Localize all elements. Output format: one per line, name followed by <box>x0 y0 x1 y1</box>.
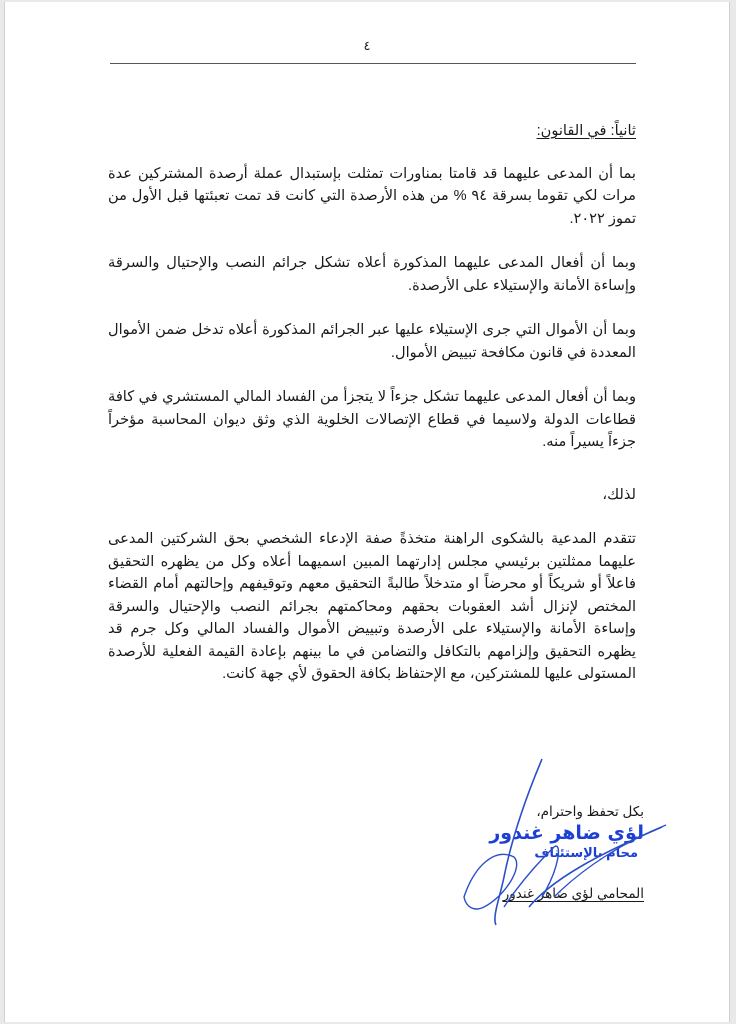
request-paragraph: تتقدم المدعية بالشكوى الراهنة متخذةً صفة الإدعاء الشخصي بحق الشركتين المدعى عليهما ممثلتين برئيسي مجلس إدارتهما المبين اسميهما أعلاه وكل من يظهره التحقيق فاعلاً أو شريكاً أو محرضاً او متدخلاً طالبةً التحقيق معهم وتوقيفهم وإحالتهم أمام القضاء المختص لإنزال أشد العقوبات بحقهم ومحاكمتهم بجرائم النصب والإحتيال والسرقة وإساءة الأمانة والإستيلاء على الأرصدة وتبييض الأموال والفساد المالي وكل جرم قد يظهره التحقيق وإلزامهم بالتكافل والتضامن في ما بينهم بإعادة القيمة الفعلية للأرصدة المستولى عليها للمشتركين، مع الإحتفاظ بكافة الحقوق لأي جهة كانت. <box>108 531 636 682</box>
signer-name: المحامي لؤي ضاهر غندور <box>502 886 644 901</box>
paragraph-3: وبما أن الأموال التي جرى الإستيلاء عليها عبر الجرائم المذكورة أعلاه تدخل ضمن الأموال المعددة في قانون مكافحة تبييض الأموال. <box>108 322 636 361</box>
paragraph-2: وبما أن أفعال المدعى عليهما المذكورة أعلاه تشكل جرائم النصب والإحتيال والسرقة وإساءة الأمانة والإستيلاء على الأرصدة. <box>108 255 636 294</box>
page-number: ٤ <box>363 38 371 53</box>
stamp-title: محام بالإستئناف <box>534 845 638 860</box>
therefore-heading: لذلك، <box>602 486 636 503</box>
paragraph-1: بما أن المدعى عليهما قد قامتا بمناورات تمثلت بإستبدال عملة أرصدة المشتركين عدة مرات لكي تقوما بسرقة ٩٤ % من هذه الأرصدة التي كانت قد تمت تعبئتها قبل الأول من تموز ٢٠٢٢. <box>108 165 636 227</box>
paragraph-4: وبما أن أفعال المدعى عليهما تشكل جزءاً لا يتجزأ من الفساد المالي المستشري في كافة قطاعات الدولة ولاسيما في قطاع الإتصالات الخلوية الذي وثق ديوان المحاسبة مؤخراً جزءاً يسيراً منه. <box>108 389 636 450</box>
signature-block <box>434 802 644 904</box>
closing-salutation: بكل تحفظ واحترام، <box>536 804 644 819</box>
document-page <box>4 2 730 1022</box>
stamp-name: لؤي ضاهر غندور <box>489 822 644 844</box>
section-title: ثانياً: في القانون: <box>536 123 636 139</box>
header-divider <box>110 63 636 64</box>
document-body <box>108 120 636 686</box>
